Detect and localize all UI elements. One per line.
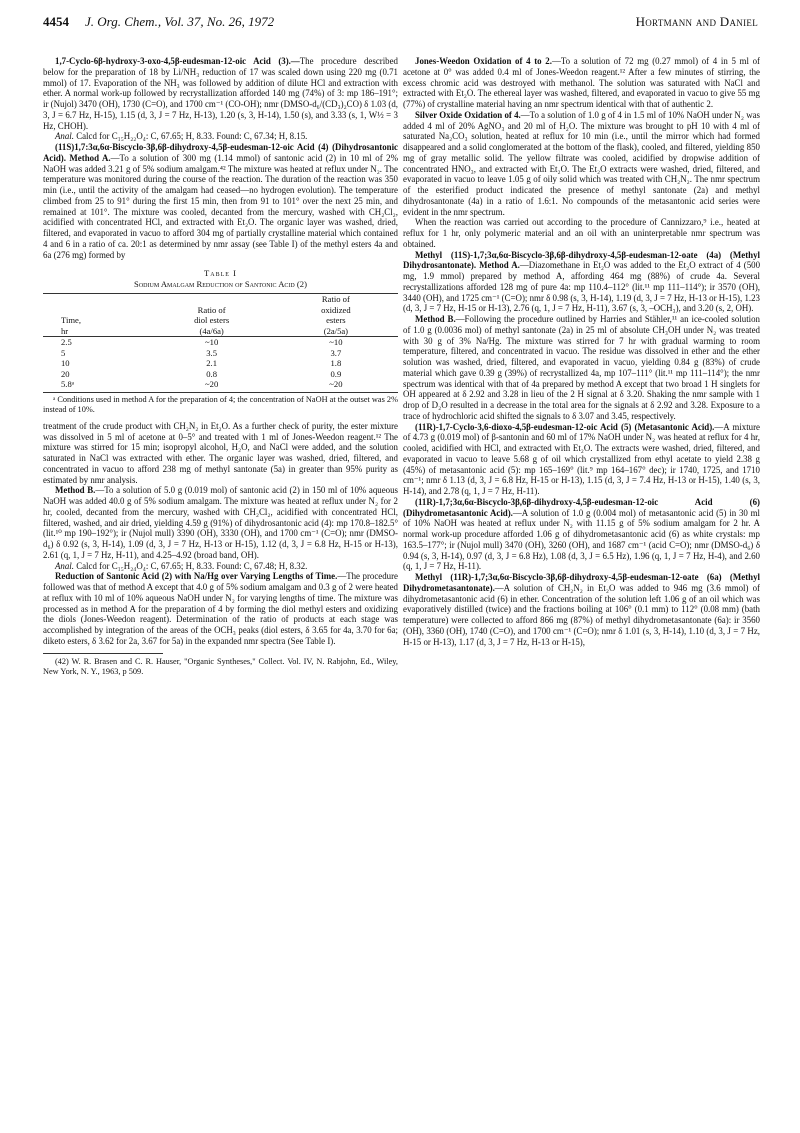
section-heading: Reduction of Santonic Acid (2) with Na/Hg over Varying Lengths of Time. [55, 571, 338, 582]
paragraph-text: The procedure described below for the preparation of 18 by Li/NH₃ reduction of 17 was scaled down using 220 mg (0.71 mmol) of 17. Evaporation of the NH₃ was followed by addition of dilute HCl and extraction with ether. A normal work-up followed by recrystallization afforded 140 mg (74%) of 3: mp 186–191°; ir (Nujol) 3470 (OH), 1730 (C=O), and 1700 cm⁻¹ (CO-OH); nmr (DMSO-d₆/(CD₃)₂CO) δ 1.03 (d, 3, J = 6.7 Hz, H-15), 1.15 (d, 3, J = 7 Hz, H-13), 1.20 (s, 3, H-14), 1.50 (s), and 3.33 (s, 1, W½ = 3 Hz, CHOH). [43, 56, 398, 131]
column-header-diol-ratio: Ratio of diol esters (4a/6a) [150, 294, 274, 337]
left-column [43, 56, 398, 677]
paragraph [403, 110, 760, 218]
section-heading: Jones-Weedon Oxidation of 4 to 2. [415, 56, 552, 66]
section-heading: (11S)1,7:3α,6α-Biscyclo-3β,6β-dihydroxy-4,5β-eudesman-12-oic Acid (4) (Dihydrosantonic Acid). Method A. [43, 142, 398, 163]
page-number: 4454 [43, 14, 69, 29]
table-row: 10 2.1 1.8 [61, 358, 342, 369]
paragraph-text: —To a solution of 300 mg (1.14 mmol) of santonic acid (2) in 10 ml of 2% NaOH was added 3.21 g of 5% sodium amalgam.⁴² The mixture was heated at reflux under N₂. The temperature was monitored during the course of the reaction. The duration of the reaction was 350 min (i.e., until the activity of the amalgam had ceased—no hydrogen evolution). The temperature climbed from 25 to 91° during the first 15 min, then from 91 to 101° over the next 25 min, and remained at 101°. The mixture was cooled, decanted from the mercury, washed with CH₂Cl₂, acidified with concentrated HCl, and extracted with Et₂O. The organic layer was washed, dried, filtered, and evaporated in vacuo to afford 304 mg of partially crystalline material which contained 4 and 6 in a ratio of ca. 20:1 as determined by nmr assay (see Table I) of the methyl esters 4a and 6a (276 mg) formed by [43, 152, 398, 260]
table-row: 2.5 ~10 ~10 [61, 337, 343, 348]
paragraph-text: —A solution of 1.0 g (0.004 mol) of metasantonic acid (5) in 30 ml of 10% NaOH was heated at reflux under N₂ with 11.15 g of 5% sodium amalgam for 2 hr. A normal work-up procedure afforded 1.06 g of dihydrometasantonic acid (6) as white crystals: mp 163.5–177°; ir (Nujol mull) 3470 (OH), 3260 (OH), and 1687 cm⁻¹ (acid C=O); nmr (DMSO-d₆) δ 0.94 (s, 3, H-14), 0.97 (d, 3, J = 6.8 Hz), 1.08 (d, 3, J = 6.5 Hz), 1.96 (q, 1, J = 7 Hz, H-4), and 2.60 (q, 1, J = 7 Hz, H-11). [403, 507, 761, 572]
paragraph-text: —A solution of CH₂N₂ in Et₂O was added to 946 mg (3.6 mmol) of dihydrometasantonic acid (6) in ether. Concentration of the solution left 1.06 g of an oil which was evaporatively distilled (twice) and the fractions boiling at 106° (0.1 mm) to 112° (0.08 mm) (bath temperature) were collected to afford 866 mg (87%) of methyl dihydrometasantonate (6a): ir 3560 (OH), 3360 (OH), 1740 (C=O), and 1700 cm⁻¹ (C=O); nmr δ 1.01 (s, 3, H-14), 1.10 (d, 3, J = 7 Hz, H-15 or H-13), 1.17 (d, 3, J = 7 Hz, H-13 or H-15), [403, 582, 760, 647]
running-header [43, 10, 758, 34]
table-subtitle: Sodium Amalgam Reduction of Santonic Acid (2) [134, 278, 307, 289]
paragraph [43, 142, 398, 260]
table-row: 20 0.8 0.9 [61, 368, 342, 379]
paragraph-text: treatment of the crude product with CH₂N₂ in Et₂O. As a further check of purity, the ester mixture was dissolved in 5 ml of acetone at 0–5° and treated with 1 ml of Jones-Weedon reagent.¹² The mixture was stirred for 15 min; isopropyl alcohol, H₂O, and NaCl were added, and the solution saturated in NaCl was extracted with ether. The organic layer was washed, dried, filtered, and concentrated in vacuo to afford 238 mg of methyl santonate (5a) in greater than 95% purity as estimated by nmr analysis. [43, 420, 398, 485]
method-label: Method B. [415, 314, 456, 324]
paragraph [403, 497, 760, 572]
paragraph [403, 250, 760, 315]
paragraph-text: —The procedure followed was that of method A except that 4.0 g of 5% sodium amalgam and 0.3 g of 2 were heated at reflux with 10 ml of 10% aqueous NaOH under N₂ for varying lengths of time. The mixture was processed as in method A for the preparation of 4 by forming the diol methyl esters and oxidizing the diols (Jones-Weedon reagent). Determination of the ratio of products at each stage was accomplished by integration of the areas of the OCH₃ peaks (diol esters, δ 3.65 for 4a, 3.70 for 6a; diketo esters, δ 3.62 for 2a, 3.67 for 5a) in the expanded nmr spectra (See Table I). [43, 571, 398, 646]
section-heading: 1,7-Cyclo-6β-hydroxy-3-oxo-4,5β-eudesman-12-oic Acid (3).— [55, 56, 300, 66]
paragraph [43, 485, 398, 560]
analysis-label: Anal. [55, 560, 74, 571]
table-row: 5 3.5 3.7 [61, 347, 342, 358]
method-label: Method B. [55, 485, 96, 496]
paragraph-text: Calcd for C₁₅H₂₂O₄: C, 67.65; H, 8.33. Found: C, 67.34; H, 8.15. [76, 131, 308, 142]
column-header-oxidized-ratio: Ratio of oxidized esters (2a/5a) [274, 294, 398, 337]
paragraph-text: —Diazomethane in Et₂O was added to the Et₂O extract of 4 (500 mg, 1.9 mmol) prepared by method A, affording 464 mg (88%) of crude 4a. Several recrystallizations afforded 128 mg of pure 4a: mp 110.4–112° (lit.¹¹ mp 111–114°); ir 3570 (OH), 3440 (OH), and 1725 cm⁻¹ (C=O); nmr δ 0.98 (s, 3, H-14), 1.19 (d, 3, J = 7 Hz, H-13 or H-15), 1.23 (d, 3, J = 7 Hz, H-15 or H-13), 2.76 (q, 1, J = 7 Hz, H-11), 3.67 (s, 3, –OCH₃), and 3.20 (s, 2, OH). [403, 260, 761, 314]
paragraph-text: —A mixture of 4.73 g (0.019 mol) of β-santonin and 60 ml of 17% NaOH under N₂ was heated at reflux for 4 hr, cooled, acidified with HCl, and extracted with Et₂O. The extracts were washed, dried, filtered, and evaporated in vacuo to leave 5.68 g of oil which crystallized from ethyl acetate to yield 2.38 g (45%) of metasantonic acid (5): mp 165–169° (lit.⁹ mp 164–167° dec); ir 1740, 1725, and 1710 cm⁻¹; nmr δ 1.13 (d, 3, J = 6.8 Hz, H-15 or H-13), 1.15 (d, 3, J = 7.4 Hz, H-13 or H-15), 1.40 (s, 3, H-14), and 2.78 (q, 1, J = 7 Hz, H-11). [403, 421, 760, 496]
paragraph [403, 217, 760, 249]
paragraph-text: —To a solution of 5.0 g (0.019 mol) of santonic acid (2) in 150 ml of 10% aqueous NaOH was added 40.0 g of 5% sodium amalgam. The mixture was heated at reflux under N₂ for 2 hr, cooled, decanted from the mercury, washed with CH₂Cl₂, acidified with concentrated HCl, filtered, washed, and air dried, yielding 4.59 g (91%) of dihydrosantonic acid (4): mp 170.8–182.5° (lit.¹⁰ mp 190–192°); ir (Nujol mull) 3390 (OH), 3330 (OH), and 1700 cm⁻¹ (C=O); nmr (DMSO-d₆) δ 0.92 (s, 3, H-14), 1.09 (d, 3, J = 7 Hz, H-13 or H-15), 1.12 (d, 3, J = 6.8 Hz, H-15 or H-13), 2.61 (q, 1, J = 7 Hz, H-11), and 4.25–4.92 (broad band, OH). [43, 485, 399, 560]
paragraph-text: —To a solution of 1.0 g of 4 in 1.5 ml of 10% NaOH under N₂ was added 4 ml of 20% AgNO₃ and 20 ml of H₂O. The mixture was brought to pH 10 with 4 ml of saturated Na₂CO₃ solution, heated at reflux for 10 min (i.e., until the mirror which had formed disappeared and a solid conglomerated at the bottom of the flask), cooled, and filtered, yielding 850 mg of gray metallic solid. The yellow filtrate was cooled, acidified by dropwise addition of concentrated HNO₃, and extracted with Et₂O. The Et₂O extracts were washed, dried, filtered, and evaporated in vacuo to leave 1.05 g of oily solid which was treated with CH₂N₂. The nmr spectrum of the esterified product indicated the presence of methyl santonate (2a) and methyl dihydrosantonate (4a) in a ratio of 1.6:1. No compounds of the metasantonic acid series were evident in the nmr spectrum. [403, 109, 760, 217]
data-table [43, 293, 398, 393]
paragraph-text: —Following the procedure outlined by Harries and Stähler,¹¹ an ice-cooled solution of 1.0 g (0.0036 mol) of methyl santonate (2a) in 25 ml of absolute CH₃OH under N₂ was treated with 30 g of 3% Na/Hg. The mixture was stirred for 7 hr with gradual warming to room temperature, filtered, and concentrated in vacuo. The residue was dissolved in ether and the ether solution was washed, dried, filtered, and evaporated in vacuo, yielding 0.84 g (83%) of crude material which gave 0.39 g (39%) of recrystallized 4a, mp 107–111° (lit.¹¹ mp 111–114°); the nmr spectrum was identical with that of 4a prepared by method A except that two broad 1 H singlets for OH appeared at δ 2.92 and 3.28 in lieu of the 2 H signal at δ 3.20. Shaking the nmr sample with 1 drop of D₂O resulted in a decrease in the total area for the signals at δ 2.92 and 3.28. Exposure to a trace of hydrochloric acid shifted the signals to δ 3.07 and 3.45, respectively. [403, 314, 760, 421]
paragraph [403, 314, 760, 422]
section-heading: Methyl (11S)-1,7;3α,6α-Biscyclo-3β,6β-dihydroxy-4,5β-eudesman-12-oate (4a) (Methyl Dihydrosantonate). Method A. [403, 249, 760, 271]
paragraph-text: Calcd for C₁₅H₂₄O₄: C, 67.65; H, 8.33. Found: C, 67.48; H, 8.32. [76, 560, 308, 571]
analysis-label: Anal. [55, 131, 74, 142]
paragraph-text: When the reaction was carried out according to the procedure of Cannizzaro,⁹ i.e., heated at reflux for 1 hr, only polymeric material and an oil with an uninterpretable nmr spectrum was obtained. [403, 217, 760, 249]
table-footnote: ᵃ Conditions used in method A for the preparation of 4; the concentration of NaOH at the outset was 2% instead of 10%. [43, 394, 398, 414]
paragraph [43, 131, 398, 142]
paragraph [403, 572, 760, 647]
right-column [403, 56, 760, 647]
journal-citation: J. Org. Chem., Vol. 37, No. 26, 1972 [85, 14, 275, 29]
paragraph [403, 56, 760, 110]
section-heading: (11R)-1,7;3α,6α-Biscyclo-3β,6β-dihydroxy-4,5β-eudesman-12-oic Acid (6) (Dihydrometasantonic Acid). [403, 496, 760, 518]
footnote: (42) W. R. Brasen and C. R. Hauser, "Organic Syntheses," Collect. Vol. IV, N. Rabjohn, Ed., Wiley, New York, N. Y., 1963, p 509. [43, 656, 398, 676]
section-heading: Methyl (11R)-1,7;3α,6α-Biscyclo-3β,6β-dihydroxy-4,5β-eudesman-12-oate (6a) (Methyl Dihydrometasantonate). [403, 572, 760, 593]
paragraph-text: —To a solution of 72 mg (0.27 mmol) of 4 in 5 ml of acetone at 0° was added 0.4 ml of Jones-Weedon reagent.¹² After a few minutes of stirring, the excess chromic acid was destroyed with methanol. The solution was saturated with NaCl and extracted with Et₂O. The ethereal layer was washed, filtered, and evaporated in vacuo to give 55 mg (77%) of crystalline material having an nmr spectrum identical with that of authentic 2. [403, 56, 760, 109]
section-heading: (11R)-1,7-Cyclo-3,6-dioxo-4,5β-eudesman-12-oic Acid (5) (Metasantonic Acid). [415, 421, 715, 432]
section-heading: Silver Oxide Oxidation of 4. [415, 109, 521, 120]
footnote-rule [43, 653, 163, 654]
table-1 [43, 268, 398, 415]
paragraph [43, 561, 398, 572]
paragraph [43, 571, 398, 646]
running-authors: Hortmann and Daniel [635, 14, 758, 29]
table-title: Table I [204, 268, 237, 279]
paragraph [43, 421, 398, 486]
paragraph [43, 56, 398, 131]
table-row: 5.8ᵃ ~20 ~20 [43, 379, 398, 392]
paragraph [403, 422, 760, 497]
column-header-time: Time, hr [43, 294, 150, 337]
